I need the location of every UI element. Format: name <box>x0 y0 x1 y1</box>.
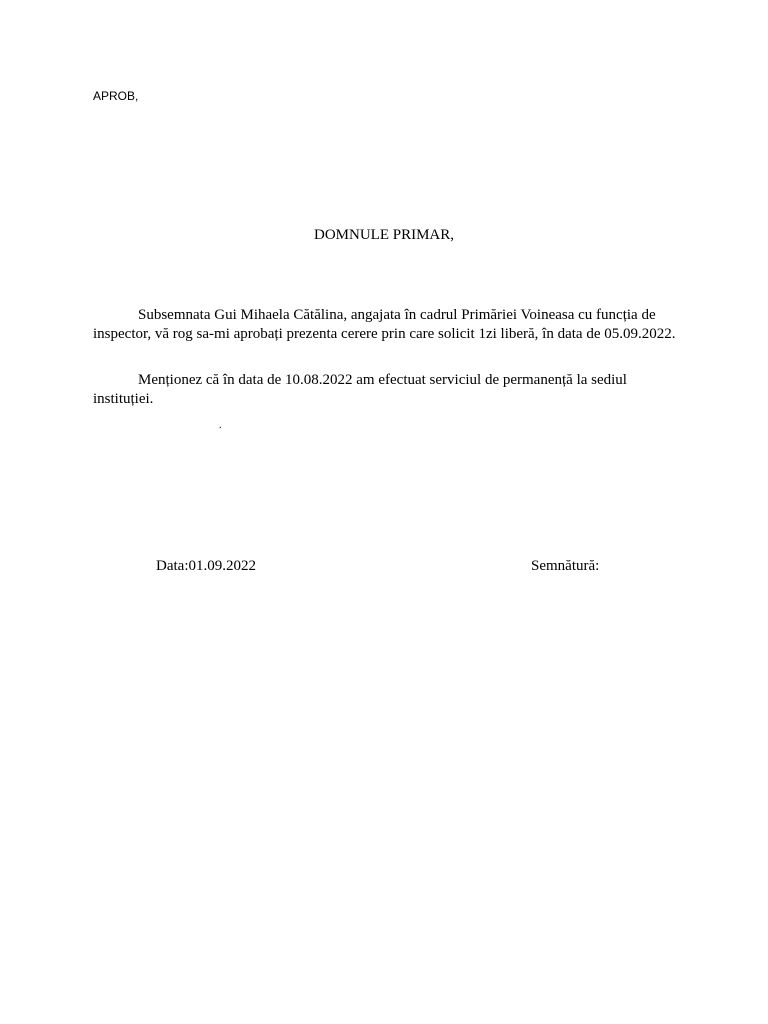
request-paragraph: Subsemnata Gui Mihaela Cătălina, angajata în cadrul Primăriei Voineasa cu funcția de inspector, vă rog sa-mi aprobați prezenta cerere prin care solicit 1zi liberă, în data de 05.09.2022. <box>93 307 676 342</box>
stray-dot: . <box>219 420 222 431</box>
mention-paragraph: Menționez că în data de 10.08.2022 am efectuat serviciul de permanență la sediul instituției. <box>93 372 627 407</box>
document-heading: DOMNULE PRIMAR, <box>313 227 454 243</box>
approval-label: APROB, <box>93 89 139 103</box>
date-label: Data:01.09.2022 <box>156 558 256 574</box>
signature-label: Semnătură: <box>531 558 600 574</box>
